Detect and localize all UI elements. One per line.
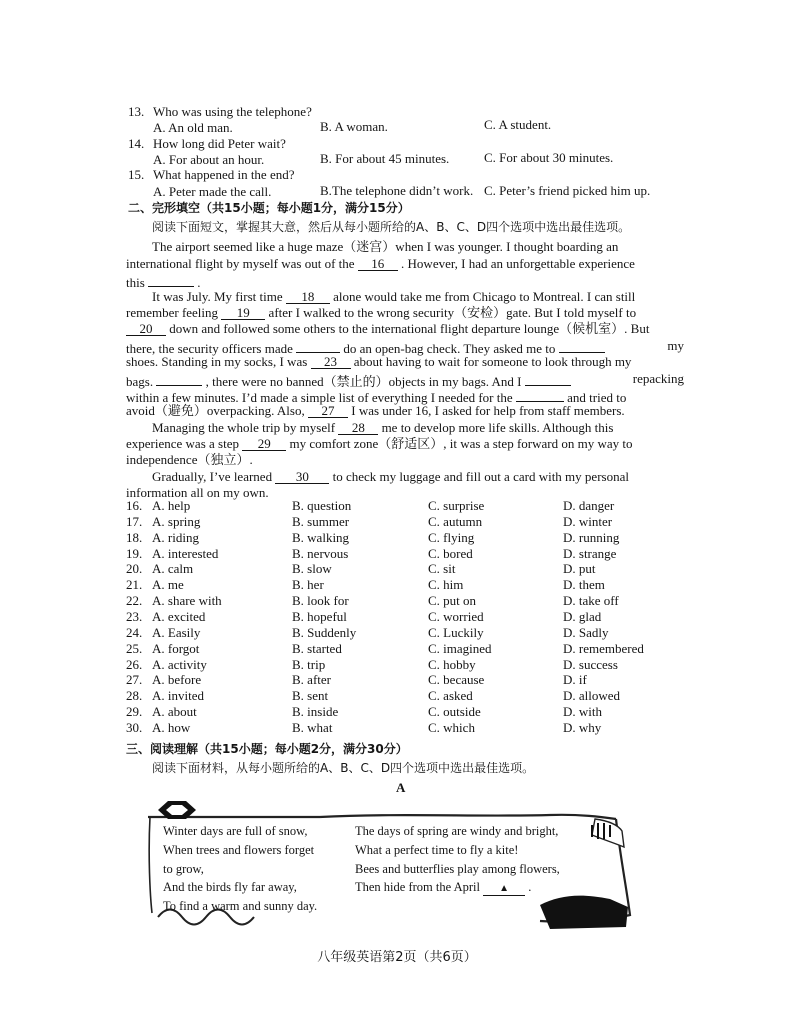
question-number: 24. xyxy=(126,625,143,640)
option-c: C. surprise xyxy=(428,498,485,513)
option-a: A. calm xyxy=(152,561,194,576)
question-number: 18. xyxy=(126,530,143,545)
option-a: A. For about an hour. xyxy=(153,152,265,167)
option-c: C. sit xyxy=(428,561,456,576)
blank-22 xyxy=(559,338,605,353)
poem-blank: ▲ xyxy=(483,881,525,896)
option-d: D. running xyxy=(563,530,620,545)
option-c: C. him xyxy=(428,577,464,592)
poem-line: What a perfect time to fly a kite! xyxy=(355,843,519,857)
question-number: 21. xyxy=(126,577,143,592)
passage-line: international flight by myself was out of the 16 . However, I had an unforgettable experience xyxy=(126,256,635,271)
blank-21 xyxy=(296,338,340,353)
poem-line: The days of spring are windy and bright, xyxy=(355,824,559,838)
option-c: C. hobby xyxy=(428,657,476,672)
question-number: 15. xyxy=(128,167,145,182)
question-text: How long did Peter wait? xyxy=(153,136,286,151)
option-a: A. Easily xyxy=(152,625,201,640)
option-d: D. glad xyxy=(563,609,602,624)
option-a: A. interested xyxy=(152,546,219,561)
option-b: B. walking xyxy=(292,530,350,545)
poem-line: to grow, xyxy=(163,862,204,876)
passage-line: within a few minutes. I’d made a simple list of everything I needed for the and tried to xyxy=(126,387,626,405)
question-number: 26. xyxy=(126,657,143,672)
poem-line: Winter days are full of snow, xyxy=(163,824,308,838)
option-b: B. hopeful xyxy=(292,609,347,624)
option-d: D. winter xyxy=(563,514,613,529)
question-number: 13. xyxy=(128,104,145,119)
passage-line: bags. , there were no banned（禁止的）objects in my bags. And I repacking xyxy=(126,371,684,389)
passage-line: 20 down and followed some others to the international flight departure lounge（候机室）. But xyxy=(126,321,649,336)
passage-line: remember feeling 19 after I walked to the wrong security（安检）gate. But I told myself to xyxy=(126,305,637,320)
option-d: D. why xyxy=(563,720,602,735)
option-b: B. look for xyxy=(292,593,349,608)
option-d: D. them xyxy=(563,577,605,592)
question-number: 17. xyxy=(126,514,143,529)
question-number: 28. xyxy=(126,688,143,703)
option-a: A. spring xyxy=(152,514,201,529)
option-c: C. autumn xyxy=(428,514,483,529)
poem-line: Bees and butterflies play among flowers, xyxy=(355,862,560,876)
question-number: 27. xyxy=(126,672,143,687)
question-text: Who was using the telephone? xyxy=(153,104,312,119)
poem xyxy=(145,804,665,934)
option-d: D. with xyxy=(563,704,602,719)
blank-17 xyxy=(148,272,194,287)
option-c: C. A student. xyxy=(484,117,552,132)
option-b: B. after xyxy=(292,672,331,687)
option-d: D. take off xyxy=(563,593,619,608)
passage-line: independence（独立）. xyxy=(126,452,253,467)
option-c: C. outside xyxy=(428,704,481,719)
passage-line: experience was a step 29 my comfort zone（舒适区）, it was a step forward on my way to xyxy=(126,436,633,451)
question-number: 20. xyxy=(126,561,143,576)
blank-16: 16 xyxy=(358,256,398,271)
option-b: B. sent xyxy=(292,688,329,703)
option-c: C. worried xyxy=(428,609,484,624)
blank-26 xyxy=(516,387,564,402)
option-a: A. help xyxy=(152,498,191,513)
option-b: B. Suddenly xyxy=(292,625,357,640)
section-heading: 二、完形填空（共15小题；每小题1分，满分15分） xyxy=(128,201,410,215)
blank-25 xyxy=(525,371,571,386)
option-c: C. imagined xyxy=(428,641,492,656)
question-number: 14. xyxy=(128,136,145,151)
blank-20: 20 xyxy=(126,321,166,336)
section-instruction: 阅读下面短文，掌握其大意，然后从每小题所给的A、B、C、D四个选项中选出最佳选项。 xyxy=(152,220,631,234)
option-a: A. excited xyxy=(152,609,206,624)
option-c: C. Luckily xyxy=(428,625,484,640)
option-b: B. started xyxy=(292,641,342,656)
option-b: B. what xyxy=(292,720,333,735)
option-c: C. put on xyxy=(428,593,477,608)
page-footer: 八年级英语第2页（共6页） xyxy=(317,950,477,965)
option-d: D. success xyxy=(563,657,618,672)
question-number: 19. xyxy=(126,546,143,561)
option-a: A. Peter made the call. xyxy=(153,184,272,199)
passage-line: The airport seemed like a huge maze（迷宫）when I was younger. I thought boarding an xyxy=(152,239,619,254)
blank-27: 27 xyxy=(308,403,348,418)
poem-line: When trees and flowers forget xyxy=(163,843,315,857)
question-number: 23. xyxy=(126,609,143,624)
option-a: A. before xyxy=(152,672,202,687)
option-a: A. share with xyxy=(152,593,222,608)
option-d: D. strange xyxy=(563,546,617,561)
passage-line: It was July. My first time 18 alone would take me from Chicago to Montreal. I can still xyxy=(152,289,636,304)
blank-23: 23 xyxy=(311,354,351,369)
passage-line: avoid（避免）overpacking. Also, 27 I was under 16, I asked for help from staff members. xyxy=(126,403,625,418)
option-a: A. An old man. xyxy=(153,120,233,135)
option-a: A. how xyxy=(152,720,191,735)
question-number: 30. xyxy=(126,720,143,735)
passage-label: A xyxy=(396,780,406,795)
poem-line: To find a warm and sunny day. xyxy=(163,899,318,913)
question-number: 29. xyxy=(126,704,143,719)
question-number: 25. xyxy=(126,641,143,656)
option-c: C. flying xyxy=(428,530,475,545)
option-a: A. forgot xyxy=(152,641,200,656)
option-d: D. Sadly xyxy=(563,625,609,640)
option-b: B. trip xyxy=(292,657,326,672)
passage-line: Managing the whole trip by myself 28 me to develop more life skills. Although this xyxy=(152,420,614,435)
option-d: D. remembered xyxy=(563,641,644,656)
option-d: D. danger xyxy=(563,498,615,513)
blank-30: 30 xyxy=(275,469,329,484)
option-c: C. which xyxy=(428,720,475,735)
option-d: D. allowed xyxy=(563,688,621,703)
option-c: C. bored xyxy=(428,546,473,561)
option-a: A. me xyxy=(152,577,184,592)
blank-29: 29 xyxy=(242,436,286,451)
question-number: 22. xyxy=(126,593,143,608)
passage-line: shoes. Standing in my socks, I was 23 about having to wait for someone to look through my xyxy=(126,354,632,369)
section-instruction: 阅读下面材料，从每小题所给的A、B、C、D四个选项中选出最佳选项。 xyxy=(152,761,535,775)
passage-line: information all on my own. xyxy=(126,485,269,500)
question-number: 16. xyxy=(126,498,143,513)
option-a: A. activity xyxy=(152,657,207,672)
option-a: A. invited xyxy=(152,688,204,703)
option-d: D. put xyxy=(563,561,596,576)
blank-18: 18 xyxy=(286,289,330,304)
passage-line: Gradually, I’ve learned 30 to check my luggage and fill out a card with my personal xyxy=(152,469,629,484)
option-b: B. inside xyxy=(292,704,339,719)
option-b: B. nervous xyxy=(292,546,349,561)
option-b: B. summer xyxy=(292,514,350,529)
option-a: A. riding xyxy=(152,530,199,545)
passage-line: this . xyxy=(126,272,201,290)
option-a: A. about xyxy=(152,704,197,719)
passage-line: there, the security officers made do an open-bag check. They asked me to my xyxy=(126,338,684,356)
option-b: B. A woman. xyxy=(320,119,388,134)
poem-line: Then hide from the April ▲ . xyxy=(355,880,532,894)
option-c: C. For about 30 minutes. xyxy=(484,150,614,165)
blank-19: 19 xyxy=(221,305,265,320)
section-heading: 三、阅读理解（共15小题；每小题2分，满分30分） xyxy=(126,742,408,756)
option-b: B. slow xyxy=(292,561,332,576)
blank-28: 28 xyxy=(338,420,378,435)
option-d: D. if xyxy=(563,672,587,687)
question-text: What happened in the end? xyxy=(153,167,295,182)
option-c: C. asked xyxy=(428,688,473,703)
option-b: B. For about 45 minutes. xyxy=(320,151,450,166)
poem-line: And the birds fly far away, xyxy=(163,880,297,894)
option-c: C. because xyxy=(428,672,485,687)
option-b: B. question xyxy=(292,498,352,513)
option-b: B.The telephone didn’t work. xyxy=(320,183,474,198)
option-b: B. her xyxy=(292,577,324,592)
option-c: C. Peter’s friend picked him up. xyxy=(484,183,651,198)
blank-24 xyxy=(156,371,202,386)
